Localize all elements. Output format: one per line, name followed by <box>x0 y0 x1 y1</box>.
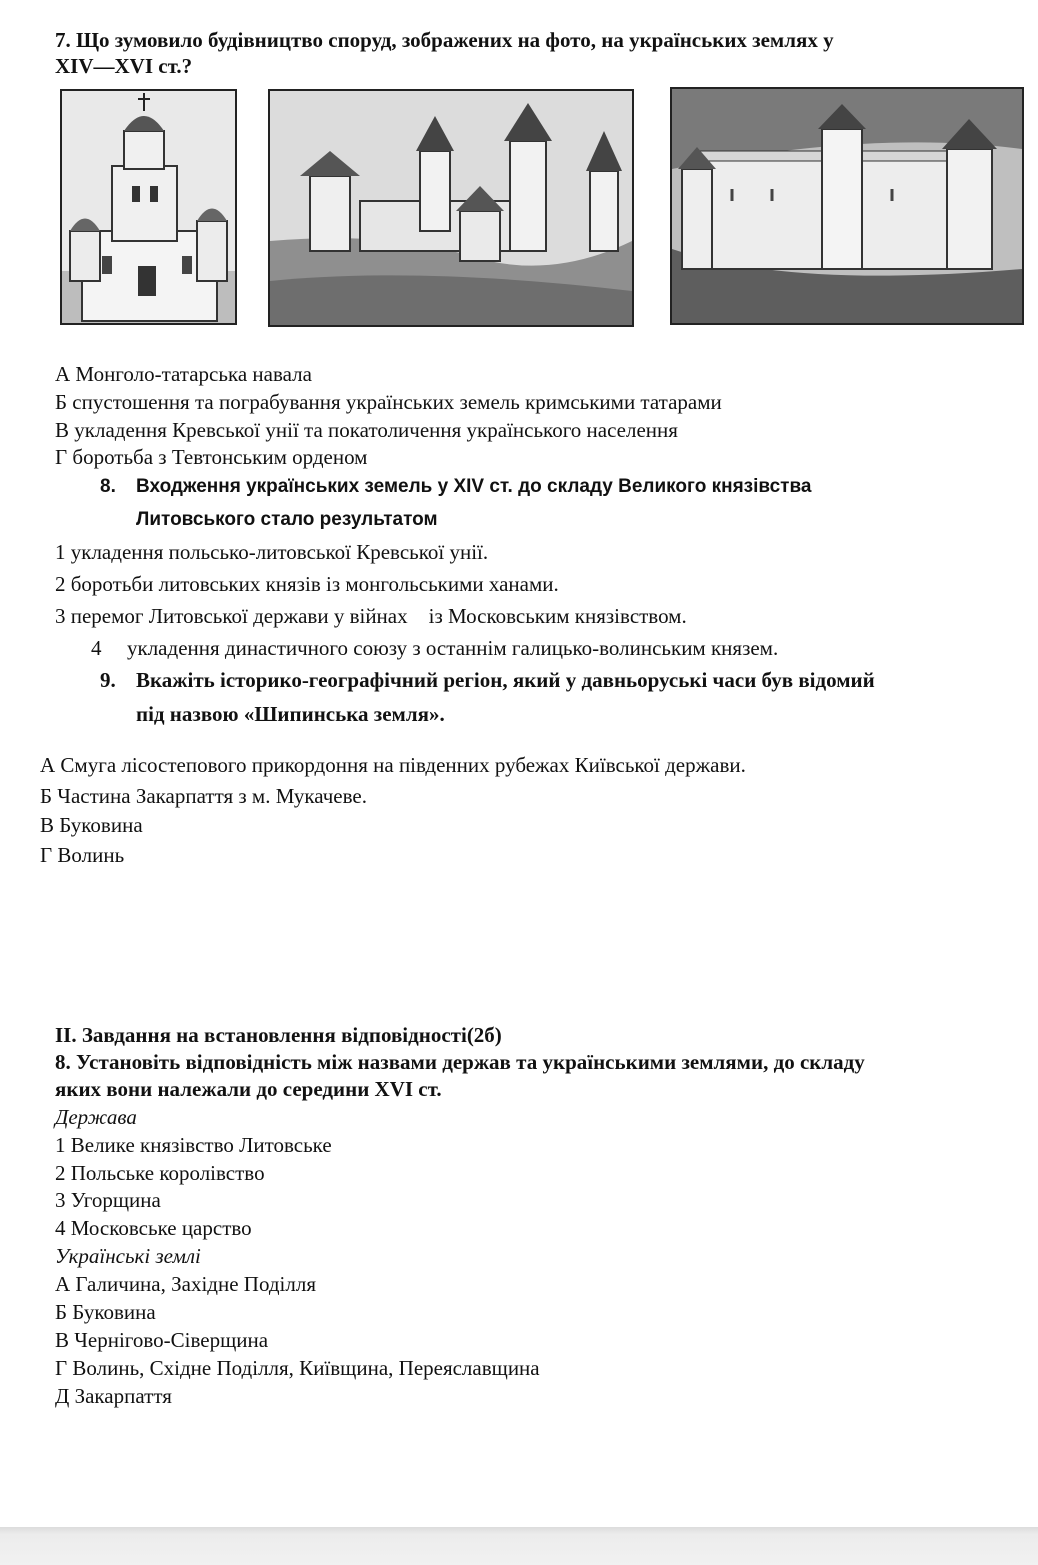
land-item-b: Б Буковина <box>55 1300 156 1324</box>
section2-task-line2: яких вони належали до середини XVI ст. <box>55 1077 442 1101</box>
q7-option-c: В укладення Кревської унії та покатоличення українського населення <box>55 418 678 442</box>
q7-title-line1: 7. Що зумовило будівництво споруд, зображених на фото, на українських землях у <box>55 28 834 52</box>
state-item-2: 2 Польське королівство <box>55 1161 265 1185</box>
q9-title-line2: під назвою «Шипинська земля». <box>136 702 445 726</box>
q9-number: 9. <box>100 668 116 692</box>
q7-option-d: Г боротьба з Тевтонським орденом <box>55 445 368 469</box>
q8-option-3: 3 перемог Литовської держави у війнах із Московським князівством. <box>55 604 687 628</box>
q9-option-c: В Буковина <box>40 813 143 837</box>
q8-title-line1: Входження українських земель у XIV ст. до складу Великого князівства <box>136 476 812 497</box>
states-column-title: Держава <box>55 1105 137 1129</box>
q8-option-1: 1 укладення польсько-литовської Кревської унії. <box>55 540 489 564</box>
q7-option-a: А Монголо-татарська навала <box>55 362 312 386</box>
q7-title-line2: XIV—XVI ст.? <box>55 54 193 78</box>
section2-heading: ІІ. Завдання на встановлення відповідності(2б) <box>55 1023 502 1047</box>
lands-column-title: Українські землі <box>55 1244 201 1268</box>
q9-option-a: А Смуга лісостепового прикордоння на південних рубежах Київської держави. <box>40 753 746 777</box>
q9-option-b: Б Частина Закарпаття з м. Мукачеве. <box>40 784 367 808</box>
castle-photo <box>268 89 634 327</box>
fortress-photo <box>670 87 1024 325</box>
page-bottom-edge <box>0 1527 1038 1565</box>
q8-option-4: укладення династичного союзу з останнім галицько-волинським князем. <box>127 636 779 660</box>
state-item-4: 4 Московське царство <box>55 1216 252 1240</box>
land-item-a: А Галичина, Західне Поділля <box>55 1272 316 1296</box>
q9-option-d: Г Волинь <box>40 843 125 867</box>
q8-number: 8. <box>100 476 116 497</box>
section2-task-line1: 8. Установіть відповідність між назвами держав та українськими землями, до складу <box>55 1050 865 1074</box>
church-photo <box>60 89 237 325</box>
land-item-c: В Чернігово-Сіверщина <box>55 1328 269 1352</box>
land-item-e: Д Закарпаття <box>55 1384 172 1408</box>
q8-option-2: 2 боротьби литовських князів із монгольськими ханами. <box>55 572 559 596</box>
q9-title-line1: Вкажіть історико-географічний регіон, який у давньоруські часи був відомий <box>136 668 875 692</box>
q7-option-b: Б спустошення та пограбування українських земель кримськими татарами <box>55 390 722 414</box>
land-item-d: Г Волинь, Східне Поділля, Київщина, Переяславщина <box>55 1356 540 1380</box>
state-item-1: 1 Велике князівство Литовське <box>55 1133 332 1157</box>
q8-title-line2: Литовського стало результатом <box>136 509 438 530</box>
state-item-3: 3 Угорщина <box>55 1188 161 1212</box>
q8-option-4-number: 4 <box>91 636 102 660</box>
